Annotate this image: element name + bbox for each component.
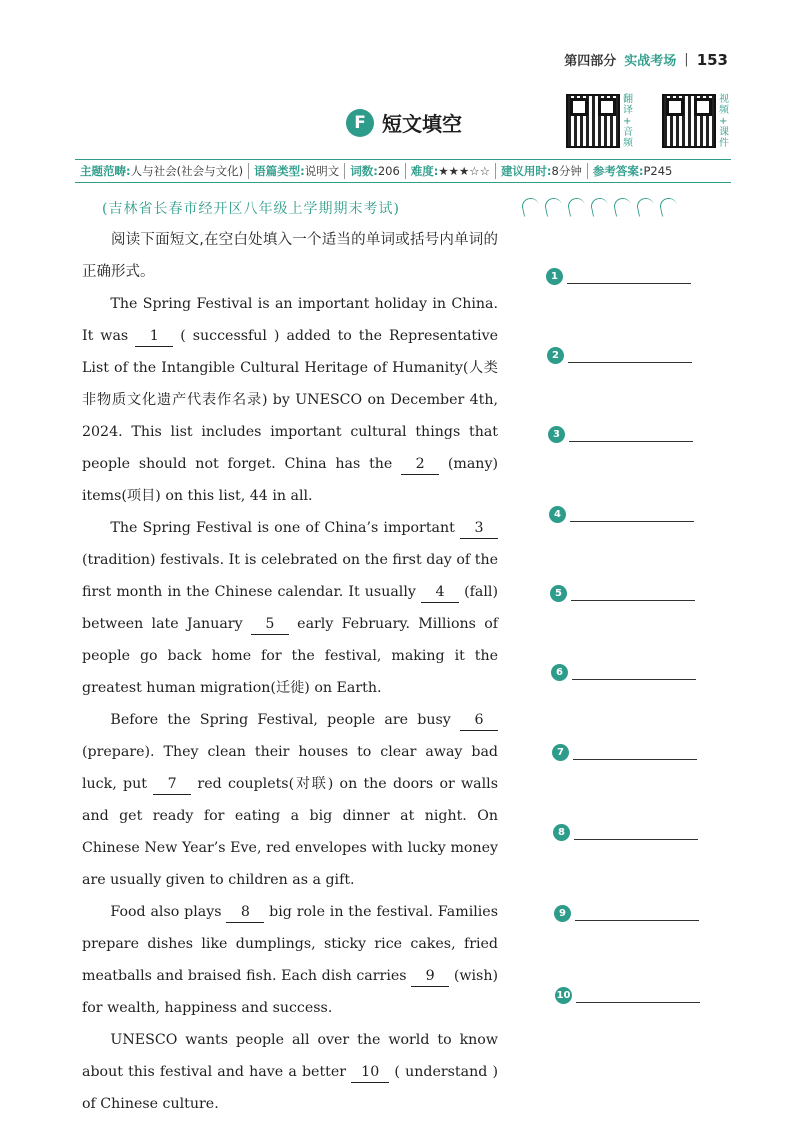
answer-field[interactable] [575, 906, 699, 921]
answer-field[interactable] [572, 665, 696, 680]
title-text: 短文填空 [382, 112, 462, 136]
answer-line-1[interactable] [546, 268, 691, 285]
blank-7: 7 [153, 774, 191, 795]
arc-icon [658, 196, 678, 216]
info-answer-ref: 参考答案:P245 [592, 164, 673, 178]
arc-icon [520, 196, 540, 216]
answer-line-7[interactable] [552, 744, 697, 761]
arc-icon [543, 196, 563, 216]
answer-number: 6 [551, 664, 568, 681]
arc-icon [612, 196, 632, 216]
qr-label: 视 频 + 课 件 [719, 94, 729, 149]
answer-number: 1 [546, 268, 563, 285]
answer-line-9[interactable] [554, 905, 699, 922]
qr-code-icon[interactable] [566, 94, 620, 148]
answer-number: 2 [547, 347, 564, 364]
info-difficulty: 难度:★★★☆☆ [406, 163, 496, 179]
answer-number: 9 [554, 905, 571, 922]
blank-9: 9 [411, 966, 449, 987]
answer-field[interactable] [573, 745, 697, 760]
paragraph-2: The Spring Festival is one of China’s important 3 (tradition) festivals. It is celebrated on the first day of the first month in the Chinese calendar. It usually 4 (fall) between late January 5 early February. Millions of people go back home for the festival, making it the greatest human migration(迁徙) on Earth. [82, 520, 498, 696]
answer-number: 3 [548, 426, 565, 443]
blank-10: 10 [351, 1062, 389, 1083]
answer-field[interactable] [571, 586, 695, 601]
info-bar [75, 159, 731, 183]
blank-3: 3 [460, 518, 498, 539]
answer-field[interactable] [574, 825, 698, 840]
blank-5: 5 [251, 614, 289, 635]
section-label: 实战考场 [624, 54, 677, 69]
answer-number: 4 [549, 506, 566, 523]
paragraph-5: UNESCO wants people all over the world to know about this festival and have a better 10 ( understand ) of Chinese culture. [82, 1032, 498, 1112]
arc-icon [589, 196, 609, 216]
blank-2: 2 [401, 454, 439, 475]
arc-icon [566, 196, 586, 216]
qr-label: 翻 译 + 音 频 [623, 94, 633, 149]
answer-line-4[interactable] [549, 506, 694, 523]
answer-line-2[interactable] [547, 347, 692, 364]
blank-6: 6 [460, 710, 498, 731]
answer-line-10[interactable] [555, 987, 700, 1004]
answer-line-5[interactable] [550, 585, 695, 602]
part-label: 第四部分 [564, 54, 617, 69]
page-header [564, 50, 728, 69]
arc-icon [635, 196, 655, 216]
answer-field[interactable] [567, 269, 691, 284]
qr-video-courseware[interactable] [662, 94, 730, 149]
qr-code-icon[interactable] [662, 94, 716, 148]
paragraph-1: The Spring Festival is an important holiday in China. It was 1 ( successful ) added to the Representative List of the Intangible Cultural Heritage of Humanity(人类非物质文化遗产代表作名录) by UNESCO on December 4th, 2024. This list includes important cultural things that people should not forget. China has the 2 (many) items(项目) on this list, 44 in all. [82, 296, 499, 504]
answer-line-8[interactable] [553, 824, 698, 841]
paragraph-3: Before the Spring Festival, people are busy 6 (prepare). They clean their houses to clear away bad luck, put 7 red couplets(对联) on the doors or walls and get ready for eating a big dinner at night. On Chinese New Year’s Eve, red envelopes with lucky money are usually given to children as a gift. [82, 712, 498, 888]
answer-field[interactable] [569, 427, 693, 442]
answer-line-3[interactable] [548, 426, 693, 443]
info-topic: 主题范畴:人与社会(社会与文化) [75, 163, 249, 179]
info-suggested-time: 建议用时:8分钟 [496, 163, 588, 179]
exam-source: (吉林省长春市经开区八年级上学期期末考试) [102, 201, 400, 217]
section-title [346, 108, 462, 137]
info-word-count: 词数:206 [345, 163, 406, 179]
answer-line-6[interactable] [551, 664, 696, 681]
answer-field[interactable] [568, 348, 692, 363]
blank-4: 4 [421, 582, 459, 603]
instruction: 阅读下面短文,在空白处填入一个适当的单词或括号内单词的正确形式。 [82, 232, 498, 280]
blank-8: 8 [226, 902, 264, 923]
page-number: 153 [696, 50, 728, 69]
answer-number: 10 [555, 987, 572, 1004]
answer-field[interactable] [576, 988, 700, 1003]
info-text-type: 语篇类型:说明文 [249, 163, 345, 179]
passage [82, 224, 498, 1120]
header-separator: | [684, 52, 689, 67]
section-badge: F [346, 109, 374, 137]
answer-number: 8 [553, 824, 570, 841]
answer-number: 5 [550, 585, 567, 602]
qr-translation-audio[interactable] [566, 94, 634, 149]
answer-field[interactable] [570, 507, 694, 522]
paragraph-4: Food also plays 8 big role in the festival. Families prepare dishes like dumplings, sticky rice cakes, fried meatballs and braised fish. Each dish carries 9 (wish) for wealth, happiness and success. [82, 904, 498, 1016]
answer-number: 7 [552, 744, 569, 761]
blank-1: 1 [135, 326, 173, 347]
decorative-arcs [522, 198, 677, 215]
